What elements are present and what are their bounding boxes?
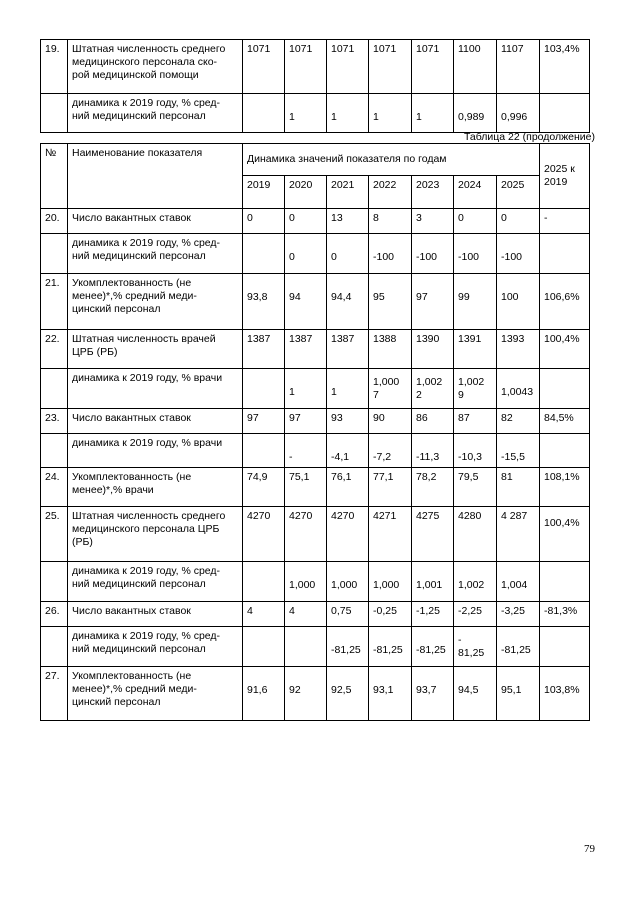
year-value: 4 287 bbox=[497, 507, 540, 562]
year-value: 91,6 bbox=[243, 667, 285, 721]
year-value: -10,3 bbox=[454, 434, 497, 468]
row-number: 20. bbox=[41, 209, 68, 234]
year-value: -100 bbox=[369, 234, 412, 274]
year-value: - 81,25 bbox=[454, 627, 497, 667]
year-value: -81,25 bbox=[327, 627, 369, 667]
year-value: 1 bbox=[285, 94, 327, 133]
change-2025-vs-2019: 84,5% bbox=[540, 409, 590, 434]
year-value: 94,4 bbox=[327, 274, 369, 330]
year-value: -100 bbox=[454, 234, 497, 274]
indicators-table bbox=[40, 143, 590, 721]
row-number: 27. bbox=[41, 667, 68, 721]
year-value: 1,000 bbox=[327, 562, 369, 602]
year-value: 1393 bbox=[497, 330, 540, 369]
row-number bbox=[41, 627, 68, 667]
table-row bbox=[41, 209, 590, 234]
year-value: 1388 bbox=[369, 330, 412, 369]
year-value: 1 bbox=[327, 369, 369, 409]
year-value: 1387 bbox=[285, 330, 327, 369]
header-year: 2020 bbox=[285, 176, 327, 209]
indicator-name: динамика к 2019 году, % сред- ний медицинский персонал bbox=[68, 627, 243, 667]
year-value: -0,25 bbox=[369, 602, 412, 627]
year-value bbox=[243, 627, 285, 667]
row-number bbox=[41, 369, 68, 409]
row-number: 25. bbox=[41, 507, 68, 562]
year-value: 0,989 bbox=[454, 94, 497, 133]
year-value: 0 bbox=[285, 209, 327, 234]
year-value: 93 bbox=[327, 409, 369, 434]
table-row bbox=[41, 40, 590, 94]
year-value: 8 bbox=[369, 209, 412, 234]
change-2025-vs-2019: 100,4% bbox=[540, 330, 590, 369]
year-value: -81,25 bbox=[497, 627, 540, 667]
year-value: 92,5 bbox=[327, 667, 369, 721]
change-2025-vs-2019 bbox=[540, 627, 590, 667]
page-number: 79 bbox=[584, 843, 595, 855]
year-value: 1071 bbox=[285, 40, 327, 94]
indicator-name: Число вакантных ставок bbox=[68, 409, 243, 434]
year-value bbox=[243, 234, 285, 274]
year-value: 1071 bbox=[327, 40, 369, 94]
year-value: 0 bbox=[497, 209, 540, 234]
year-value: 4270 bbox=[327, 507, 369, 562]
year-value: - bbox=[285, 434, 327, 468]
row-number: 22. bbox=[41, 330, 68, 369]
year-value: 1,000 7 bbox=[369, 369, 412, 409]
year-value: 93,1 bbox=[369, 667, 412, 721]
year-value: 1,000 bbox=[369, 562, 412, 602]
year-value: -2,25 bbox=[454, 602, 497, 627]
year-value: -15,5 bbox=[497, 434, 540, 468]
year-value: 97 bbox=[243, 409, 285, 434]
year-value bbox=[243, 562, 285, 602]
table-row bbox=[41, 94, 590, 133]
indicator-name: динамика к 2019 году, % сред- ний медицинский персонал bbox=[68, 234, 243, 274]
change-2025-vs-2019: - bbox=[540, 209, 590, 234]
year-value: 1,002 2 bbox=[412, 369, 454, 409]
year-value bbox=[243, 434, 285, 468]
year-value: 77,1 bbox=[369, 468, 412, 507]
year-value: 0 bbox=[243, 209, 285, 234]
table-row bbox=[41, 330, 590, 369]
table-row bbox=[41, 602, 590, 627]
year-value: 1387 bbox=[243, 330, 285, 369]
change-2025-vs-2019 bbox=[540, 369, 590, 409]
year-value: 1387 bbox=[327, 330, 369, 369]
indicator-name: Укомплектованность (не менее)*,% средний меди- цинский персонал bbox=[68, 274, 243, 330]
year-value: 1,000 bbox=[285, 562, 327, 602]
year-value: 1,004 bbox=[497, 562, 540, 602]
continuation-table bbox=[40, 39, 590, 133]
year-value: 93,7 bbox=[412, 667, 454, 721]
year-value: 87 bbox=[454, 409, 497, 434]
change-2025-vs-2019 bbox=[540, 434, 590, 468]
table-row bbox=[41, 409, 590, 434]
indicator-name: Число вакантных ставок bbox=[68, 602, 243, 627]
row-number bbox=[41, 94, 68, 133]
year-value: 4270 bbox=[285, 507, 327, 562]
indicator-name: Укомплектованность (не менее)*,% средний меди- цинский персонал bbox=[68, 667, 243, 721]
year-value: 0,996 bbox=[497, 94, 540, 133]
indicator-name: Штатная численность среднего медицинского персонала ЦРБ (РБ) bbox=[68, 507, 243, 562]
year-value: 1,0043 bbox=[497, 369, 540, 409]
table-row bbox=[41, 627, 590, 667]
year-value: 75,1 bbox=[285, 468, 327, 507]
row-number: 23. bbox=[41, 409, 68, 434]
year-value: 4 bbox=[285, 602, 327, 627]
year-value: 1,002 9 bbox=[454, 369, 497, 409]
indicator-name: Штатная численность врачей ЦРБ (РБ) bbox=[68, 330, 243, 369]
year-value: 4270 bbox=[243, 507, 285, 562]
year-value: 1071 bbox=[243, 40, 285, 94]
year-value: 74,9 bbox=[243, 468, 285, 507]
year-value: 1071 bbox=[412, 40, 454, 94]
year-value: -100 bbox=[412, 234, 454, 274]
indicator-name: Штатная численность среднего медицинского персонала ско- рой медицинской помощи bbox=[68, 40, 243, 94]
year-value: -3,25 bbox=[497, 602, 540, 627]
year-value: 1071 bbox=[369, 40, 412, 94]
year-value bbox=[285, 627, 327, 667]
year-value: 0 bbox=[454, 209, 497, 234]
indicator-name: Укомплектованность (не менее)*,% врачи bbox=[68, 468, 243, 507]
change-2025-vs-2019 bbox=[540, 94, 590, 133]
year-value: -7,2 bbox=[369, 434, 412, 468]
row-number: 19. bbox=[41, 40, 68, 94]
year-value: 1391 bbox=[454, 330, 497, 369]
header-year: 2019 bbox=[243, 176, 285, 209]
year-value: 94,5 bbox=[454, 667, 497, 721]
table-row bbox=[41, 234, 590, 274]
change-2025-vs-2019: -81,3% bbox=[540, 602, 590, 627]
indicator-name: динамика к 2019 году, % сред- ний медицинский персонал bbox=[68, 94, 243, 133]
year-value: 97 bbox=[412, 274, 454, 330]
header-indicator-name: Наименование показателя bbox=[68, 144, 243, 209]
year-value: 3 bbox=[412, 209, 454, 234]
year-value: 1107 bbox=[497, 40, 540, 94]
table-row bbox=[41, 468, 590, 507]
indicator-name: динамика к 2019 году, % врачи bbox=[68, 369, 243, 409]
year-value: -100 bbox=[497, 234, 540, 274]
year-value: 0,75 bbox=[327, 602, 369, 627]
year-value: -4,1 bbox=[327, 434, 369, 468]
change-2025-vs-2019: 103,4% bbox=[540, 40, 590, 94]
row-number bbox=[41, 234, 68, 274]
header-year: 2025 bbox=[497, 176, 540, 209]
change-2025-vs-2019: 103,8% bbox=[540, 667, 590, 721]
year-value: 1100 bbox=[454, 40, 497, 94]
year-value: 4275 bbox=[412, 507, 454, 562]
year-value: 81 bbox=[497, 468, 540, 507]
year-value: 82 bbox=[497, 409, 540, 434]
year-value: 76,1 bbox=[327, 468, 369, 507]
row-number: 24. bbox=[41, 468, 68, 507]
year-value: 0 bbox=[327, 234, 369, 274]
year-value bbox=[243, 369, 285, 409]
year-value: 93,8 bbox=[243, 274, 285, 330]
row-number: 26. bbox=[41, 602, 68, 627]
change-2025-vs-2019: 106,6% bbox=[540, 274, 590, 330]
year-value: 95,1 bbox=[497, 667, 540, 721]
year-value: 1,001 bbox=[412, 562, 454, 602]
table-caption: Таблица 22 (продолжение) bbox=[463, 131, 595, 143]
header-dynamics-group: Динамика значений показателя по годам bbox=[243, 144, 540, 176]
year-value: 97 bbox=[285, 409, 327, 434]
year-value: 92 bbox=[285, 667, 327, 721]
year-value: 79,5 bbox=[454, 468, 497, 507]
year-value: 1 bbox=[327, 94, 369, 133]
change-2025-vs-2019 bbox=[540, 234, 590, 274]
header-number: № bbox=[41, 144, 68, 209]
indicator-name: динамика к 2019 году, % врачи bbox=[68, 434, 243, 468]
header-year: 2022 bbox=[369, 176, 412, 209]
change-2025-vs-2019: 100,4% bbox=[540, 507, 590, 562]
table-row bbox=[41, 562, 590, 602]
year-value: 4 bbox=[243, 602, 285, 627]
year-value: 1 bbox=[412, 94, 454, 133]
year-value: -1,25 bbox=[412, 602, 454, 627]
year-value: 4271 bbox=[369, 507, 412, 562]
year-value: 4280 bbox=[454, 507, 497, 562]
indicator-name: динамика к 2019 году, % сред- ний медицинский персонал bbox=[68, 562, 243, 602]
year-value: 78,2 bbox=[412, 468, 454, 507]
row-number bbox=[41, 434, 68, 468]
header-year: 2023 bbox=[412, 176, 454, 209]
year-value: -81,25 bbox=[412, 627, 454, 667]
year-value: 1 bbox=[285, 369, 327, 409]
row-number bbox=[41, 562, 68, 602]
year-value: 95 bbox=[369, 274, 412, 330]
indicator-name: Число вакантных ставок bbox=[68, 209, 243, 234]
change-2025-vs-2019 bbox=[540, 562, 590, 602]
year-value: 94 bbox=[285, 274, 327, 330]
row-number: 21. bbox=[41, 274, 68, 330]
table-row bbox=[41, 369, 590, 409]
year-value: -11,3 bbox=[412, 434, 454, 468]
table-row bbox=[41, 507, 590, 562]
year-value: 0 bbox=[285, 234, 327, 274]
year-value: 13 bbox=[327, 209, 369, 234]
table-row bbox=[41, 667, 590, 721]
change-2025-vs-2019: 108,1% bbox=[540, 468, 590, 507]
year-value: 90 bbox=[369, 409, 412, 434]
year-value: -81,25 bbox=[369, 627, 412, 667]
year-value: 86 bbox=[412, 409, 454, 434]
year-value: 1,002 bbox=[454, 562, 497, 602]
table-row bbox=[41, 274, 590, 330]
header-2025-vs-2019: 2025 к 2019 bbox=[540, 144, 590, 209]
header-year: 2024 bbox=[454, 176, 497, 209]
year-value bbox=[243, 94, 285, 133]
year-value: 1 bbox=[369, 94, 412, 133]
year-value: 1390 bbox=[412, 330, 454, 369]
header-year: 2021 bbox=[327, 176, 369, 209]
table-row bbox=[41, 434, 590, 468]
year-value: 99 bbox=[454, 274, 497, 330]
year-value: 100 bbox=[497, 274, 540, 330]
